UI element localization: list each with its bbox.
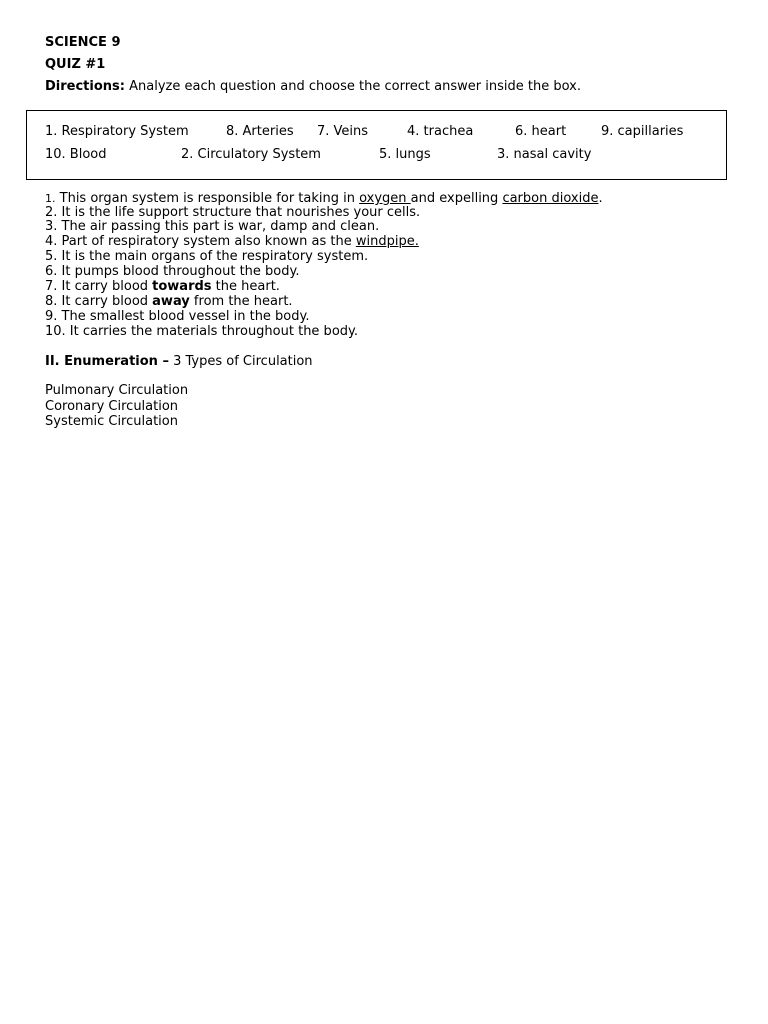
choice-capillaries: 9. capillaries: [601, 124, 684, 139]
directions-text: Analyze each question and choose the correct answer inside the box.: [124, 79, 581, 94]
choice-lungs: 5. lungs: [379, 147, 431, 162]
question-1-oxygen: oxygen: [359, 191, 411, 206]
question-8: [45, 294, 293, 309]
choice-nasal-cavity: 3. nasal cavity: [497, 147, 592, 162]
question-4-windpipe: windpipe.: [355, 234, 419, 249]
question-1-text-a: This organ system is responsible for taking in: [55, 191, 360, 206]
question-1-text-b: and expelling: [410, 191, 503, 206]
question-2: 2. It is the life support structure that nourishes your cells.: [45, 205, 421, 220]
question-10: 10. It carries the materials throughout the body.: [45, 324, 358, 339]
choice-circulatory-system: 2. Circulatory System: [181, 147, 321, 162]
question-1: [45, 191, 603, 206]
choice-arteries: 8. Arteries: [226, 124, 294, 139]
question-7-text-a: 7. It carry blood: [45, 279, 153, 294]
enumeration-item: Systemic Circulation: [45, 414, 178, 429]
question-7-text-c: the heart.: [211, 279, 280, 294]
question-8-text-c: from the heart.: [189, 294, 293, 309]
enumeration-heading: [45, 354, 313, 369]
choice-trachea: 4. trachea: [407, 124, 474, 139]
question-1-text-c: .: [598, 191, 603, 206]
enumeration-text: 3 Types of Circulation: [168, 354, 313, 369]
question-8-text-a: 8. It carry blood: [45, 294, 153, 309]
question-6: 6. It pumps blood throughout the body.: [45, 264, 300, 279]
answer-choices-box: [26, 110, 727, 180]
question-7: [45, 279, 280, 294]
enumeration-item: Coronary Circulation: [45, 399, 179, 414]
question-7-towards: towards: [152, 279, 212, 294]
choice-blood: 10. Blood: [45, 147, 107, 162]
question-8-away: away: [152, 294, 190, 309]
choice-veins: 7. Veins: [317, 124, 369, 139]
question-1-number: 1.: [45, 192, 56, 205]
choice-heart: 6. heart: [515, 124, 567, 139]
question-3: 3. The air passing this part is war, damp and clean.: [45, 219, 380, 234]
directions: [45, 79, 581, 94]
quiz-title: QUIZ #1: [45, 57, 106, 72]
enumeration-label: II. Enumeration –: [45, 354, 169, 369]
enumeration-item: Pulmonary Circulation: [45, 383, 189, 398]
question-5: 5. It is the main organs of the respiratory system.: [45, 249, 369, 264]
question-9: 9. The smallest blood vessel in the body.: [45, 309, 310, 324]
page-title: SCIENCE 9: [45, 35, 121, 50]
choice-respiratory-system: 1. Respiratory System: [45, 124, 189, 139]
question-4: [45, 234, 419, 249]
directions-label: Directions:: [45, 79, 125, 94]
question-1-carbon-dioxide: carbon dioxide: [502, 191, 599, 206]
question-4-text: 4. Part of respiratory system also known as the: [45, 234, 356, 249]
